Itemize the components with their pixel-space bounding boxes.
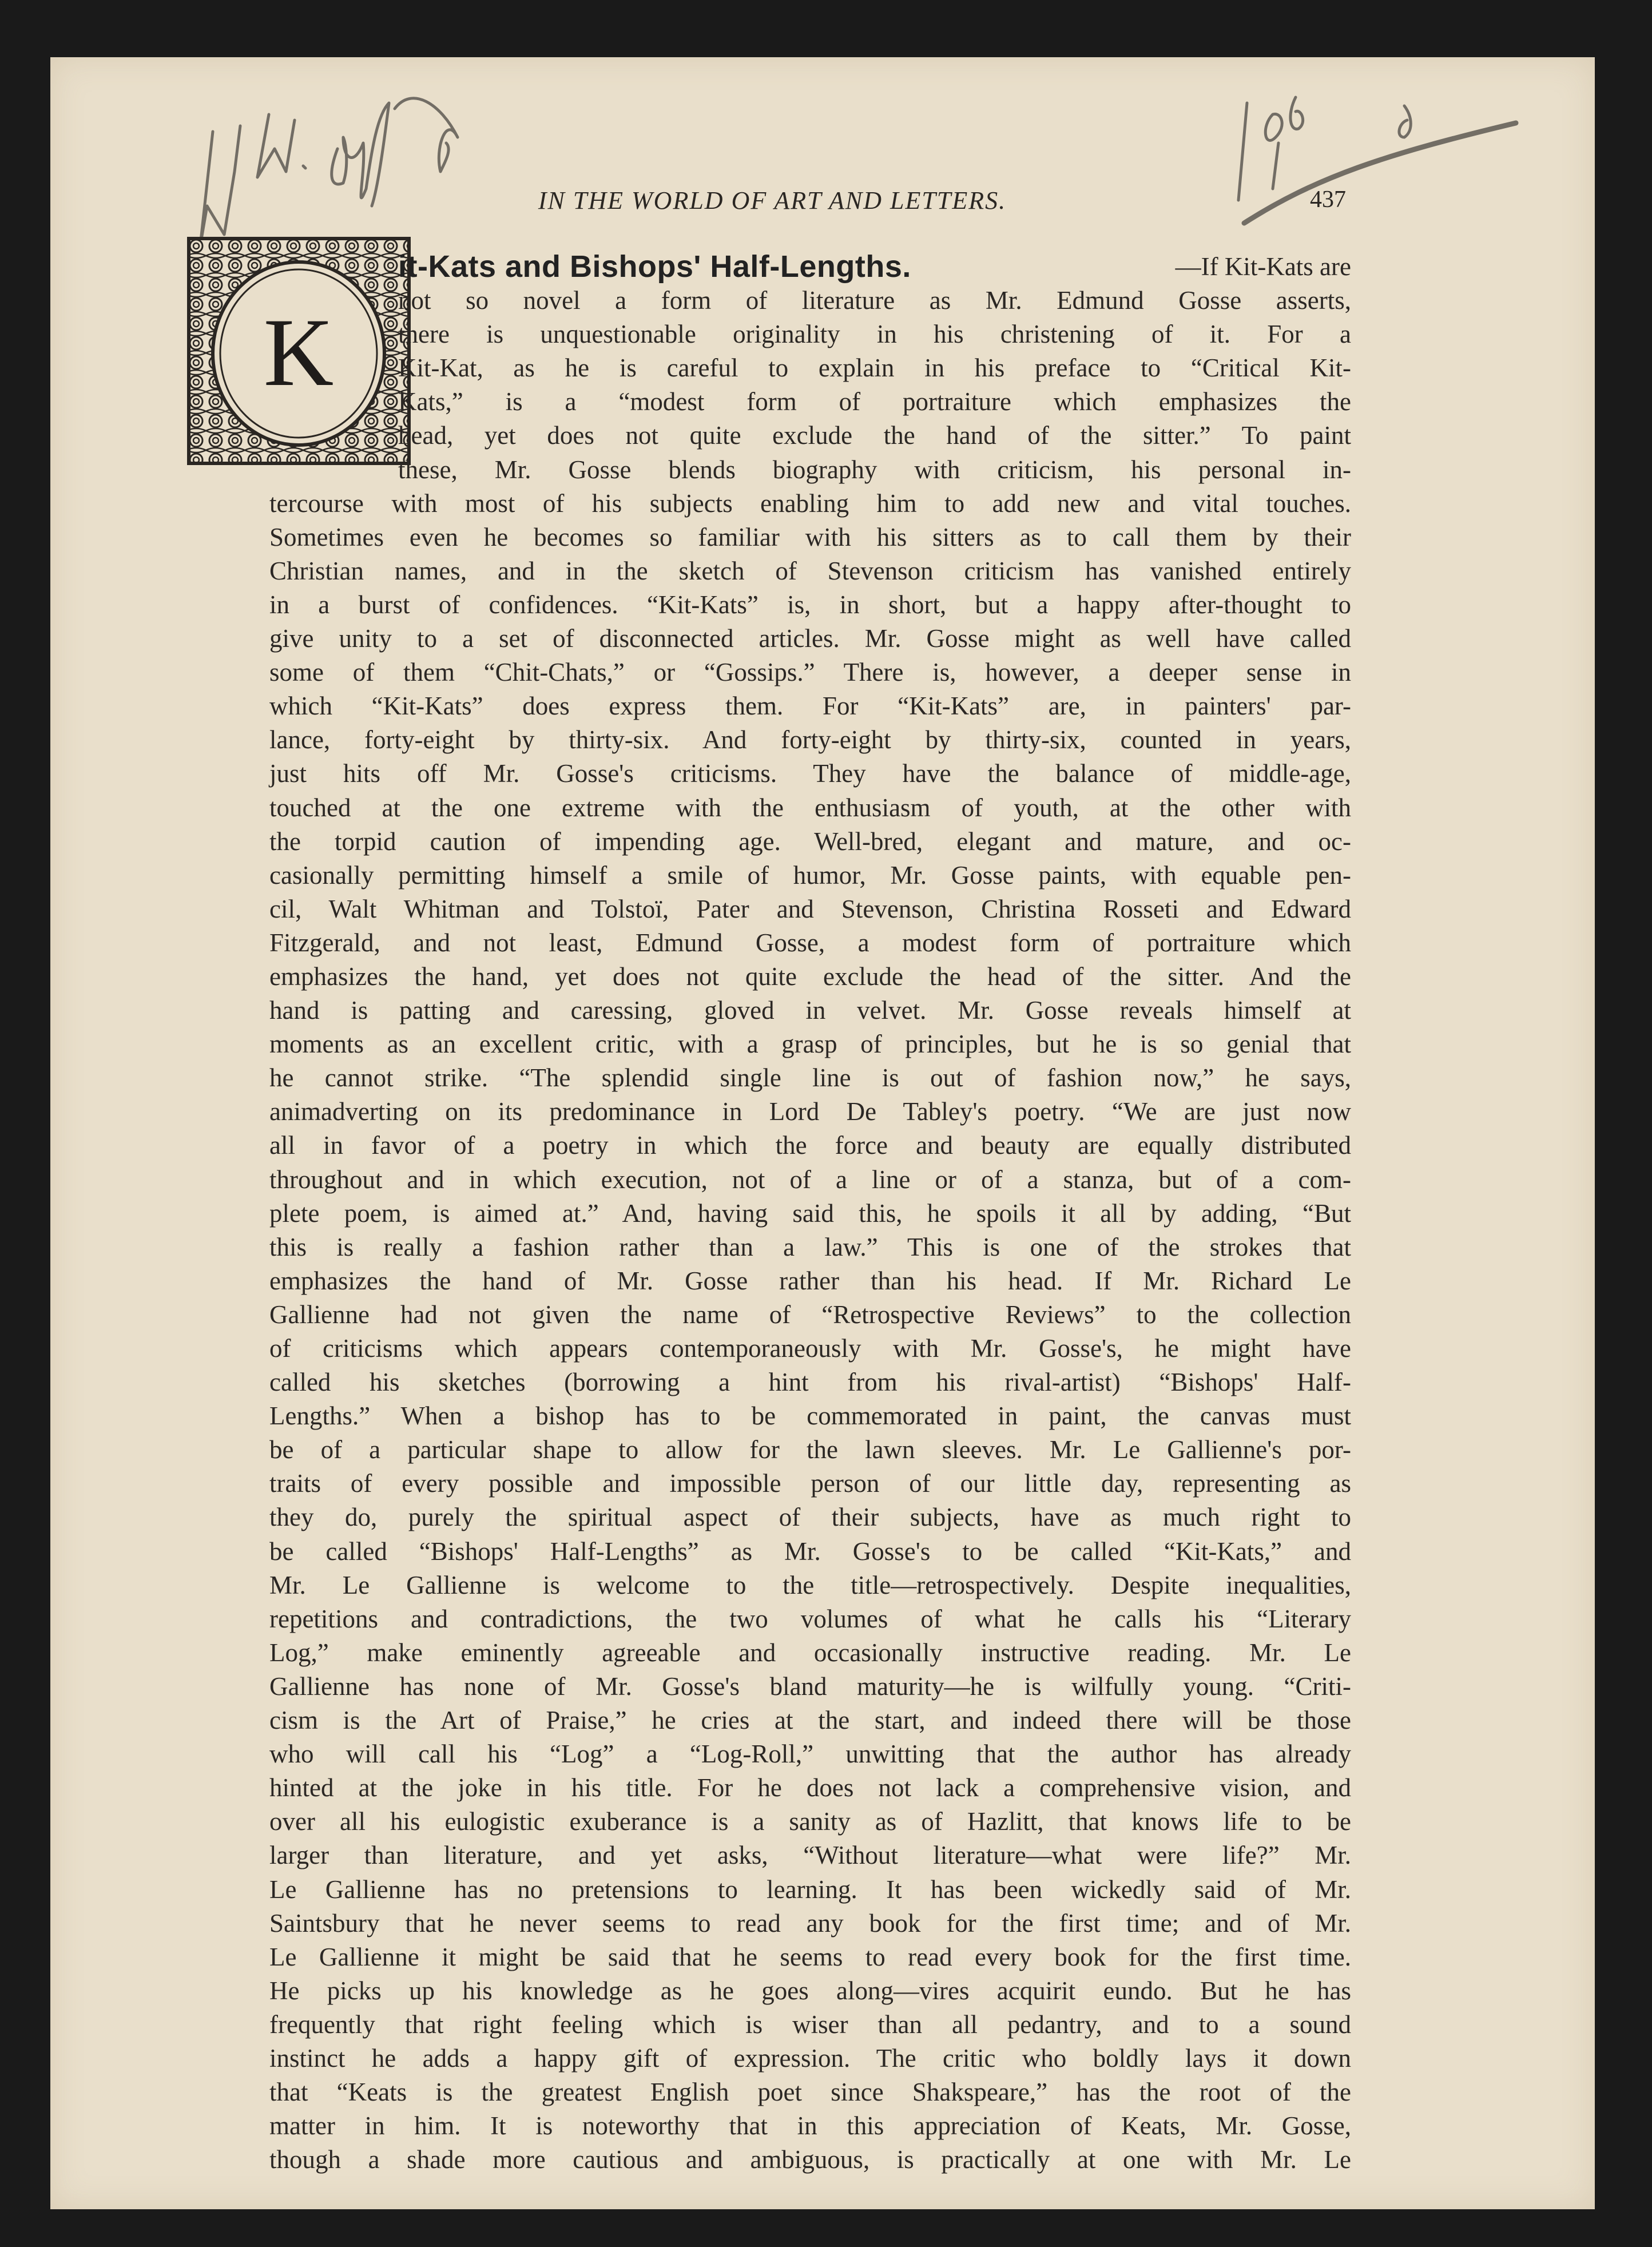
text-line: hinted at the joke in his title. For he does not lack a comprehensive vision, and — [269, 1773, 1351, 1803]
text-line: cil, Walt Whitman and Tolstoï, Pater and Stevenson, Christina Rosseti and Edward — [269, 894, 1351, 923]
text-line: Gallienne has none of Mr. Gosse's bland maturity—he is wilfully young. “Criti- — [269, 1672, 1351, 1701]
text-line: of criticisms which appears contemporaneously with Mr. Gosse's, he might have — [269, 1334, 1351, 1363]
text-line: over all his eulogistic exuberance is a sanity as of Hazlitt, that knows life to be — [269, 1807, 1351, 1836]
text-line: Le Gallienne has no pretensions to learning. It has been wickedly said of Mr. — [269, 1875, 1351, 1904]
text-line: plete poem, is aimed at.” And, having said this, he spoils it all by adding, “But — [269, 1198, 1351, 1228]
article-title: it-Kats and Bishops' Half-Lengths. — [398, 249, 911, 284]
text-line: be of a particular shape to allow for the lawn sleeves. Mr. Le Gallienne's por- — [269, 1435, 1351, 1464]
text-line: touched at the one extreme with the enthusiasm of youth, at the other with — [269, 793, 1351, 822]
text-line: matter in him. It is noteworthy that in this appreciation of Keats, Mr. Gosse, — [269, 2111, 1351, 2141]
text-line: Christian names, and in the sketch of Stevenson criticism has vanished entirely — [269, 556, 1351, 585]
running-header: IN THE WORLD OF ART AND LETTERS. — [538, 186, 1007, 215]
text-line: Fitzgerald, and not least, Edmund Gosse, a modest form of portraiture which — [269, 928, 1351, 957]
text-line: these, Mr. Gosse blends biography with criticism, his personal in- — [398, 455, 1351, 484]
article-heading-line — [398, 250, 1351, 284]
text-line: he cannot strike. “The splendid single line is out of fashion now,” he says, — [269, 1063, 1351, 1093]
text-line: Sometimes even he becomes so familiar with his sitters as to call them by their — [269, 522, 1351, 551]
text-line: not so novel a form of literature as Mr. Edmund Gosse asserts, — [398, 286, 1351, 315]
page-number: 437 — [1310, 186, 1346, 213]
text-line: in a burst of confidences. “Kit-Kats” is, in short, but a happy after-thought to — [269, 590, 1351, 619]
text-line: the torpid caution of impending age. Well-bred, elegant and mature, and oc- — [269, 827, 1351, 856]
text-line: instinct he adds a happy gift of expression. The critic who boldly lays it down — [269, 2043, 1351, 2073]
text-line: that “Keats is the greatest English poet since Shakspeare,” has the root of the — [269, 2078, 1351, 2107]
text-line: casionally permitting himself a smile of humor, Mr. Gosse paints, with equable pen- — [269, 860, 1351, 890]
article-text-lines — [269, 284, 1351, 2177]
text-line: Saintsbury that he never seems to read any book for the first time; and of Mr. — [269, 1908, 1351, 1938]
text-line: Le Gallienne it might be said that he seems to read every book for the first time. — [269, 1942, 1351, 1971]
text-line: traits of every possible and impossible person of our little day, representing as — [269, 1469, 1351, 1498]
text-line: animadverting on its predominance in Lord De Tabley's poetry. “We are just now — [269, 1097, 1351, 1126]
text-line: Mr. Le Gallienne is welcome to the title—retrospectively. Despite inequalities, — [269, 1570, 1351, 1599]
text-line: lance, forty-eight by thirty-six. And forty-eight by thirty-six, counted in years, — [269, 725, 1351, 755]
text-line: frequently that right feeling which is wiser than all pedantry, and to a sound — [269, 2010, 1351, 2039]
text-line: head, yet does not quite exclude the hand of the sitter.” To paint — [398, 421, 1351, 450]
text-line: called his sketches (borrowing a hint from his rival-artist) “Bishops' Half- — [269, 1368, 1351, 1397]
text-line: Kit-Kat, as he is careful to explain in his preface to “Critical Kit- — [398, 354, 1351, 383]
text-line: throughout and in which execution, not of a line or of a stanza, but of a com- — [269, 1165, 1351, 1194]
article-title-tail: —If Kit-Kats are — [1175, 252, 1351, 281]
text-line: give unity to a set of disconnected articles. Mr. Gosse might as well have called — [269, 624, 1351, 653]
text-line: larger than literature, and yet asks, “Without literature—what were life?” Mr. — [269, 1841, 1351, 1870]
text-line: emphasizes the hand, yet does not quite exclude the head of the sitter. And the — [269, 962, 1351, 991]
text-line: hand is patting and caressing, gloved in velvet. Mr. Gosse reveals himself at — [269, 996, 1351, 1025]
text-line: moments as an excellent critic, with a grasp of principles, but he is so genial that — [269, 1030, 1351, 1059]
text-line: though a shade more cautious and ambiguous, is practically at one with Mr. Le — [269, 2145, 1351, 2174]
text-line: Kats,” is a “modest form of portraiture which emphasizes the — [398, 387, 1351, 416]
article-body — [269, 250, 1351, 2177]
text-line: all in favor of a poetry in which the force and beauty are equally distributed — [269, 1131, 1351, 1160]
text-line: Log,” make eminently agreeable and occasionally instructive reading. Mr. Le — [269, 1638, 1351, 1667]
text-line: who will call his “Log” a “Log-Roll,” unwitting that the author has already — [269, 1740, 1351, 1769]
text-line: some of them “Chit-Chats,” or “Gossips.” There is, however, a deeper sense in — [269, 658, 1351, 687]
text-line: He picks up his knowledge as he goes along—vires acquirit eundo. But he has — [269, 1976, 1351, 2005]
text-line: cism is the Art of Praise,” he cries at the start, and indeed there will be those — [269, 1706, 1351, 1735]
text-line: Gallienne had not given the name of “Retrospective Reviews” to the collection — [269, 1300, 1351, 1329]
text-line: which “Kit-Kats” does express them. For “Kit-Kats” are, in painters' par- — [269, 692, 1351, 721]
text-line: Lengths.” When a bishop has to be commemorated in paint, the canvas must — [269, 1402, 1351, 1431]
text-line: they do, purely the spiritual aspect of their subjects, have as much right to — [269, 1503, 1351, 1532]
text-line: this is really a fashion rather than a law.” This is one of the strokes that — [269, 1232, 1351, 1261]
text-line: be called “Bishops' Half-Lengths” as Mr. Gosse's to be called “Kit-Kats,” and — [269, 1537, 1351, 1566]
text-line: there is unquestionable originality in his christening of it. For a — [398, 320, 1351, 349]
drop-cap-letter: K — [263, 299, 334, 406]
text-line: just hits off Mr. Gosse's criticisms. They have the balance of middle-age, — [269, 759, 1351, 788]
text-line: tercourse with most of his subjects enabling him to add new and vital touches. — [269, 489, 1351, 518]
text-line: repetitions and contradictions, the two volumes of what he calls his “Literary — [269, 1604, 1351, 1633]
text-line: emphasizes the hand of Mr. Gosse rather than his head. If Mr. Richard Le — [269, 1266, 1351, 1295]
